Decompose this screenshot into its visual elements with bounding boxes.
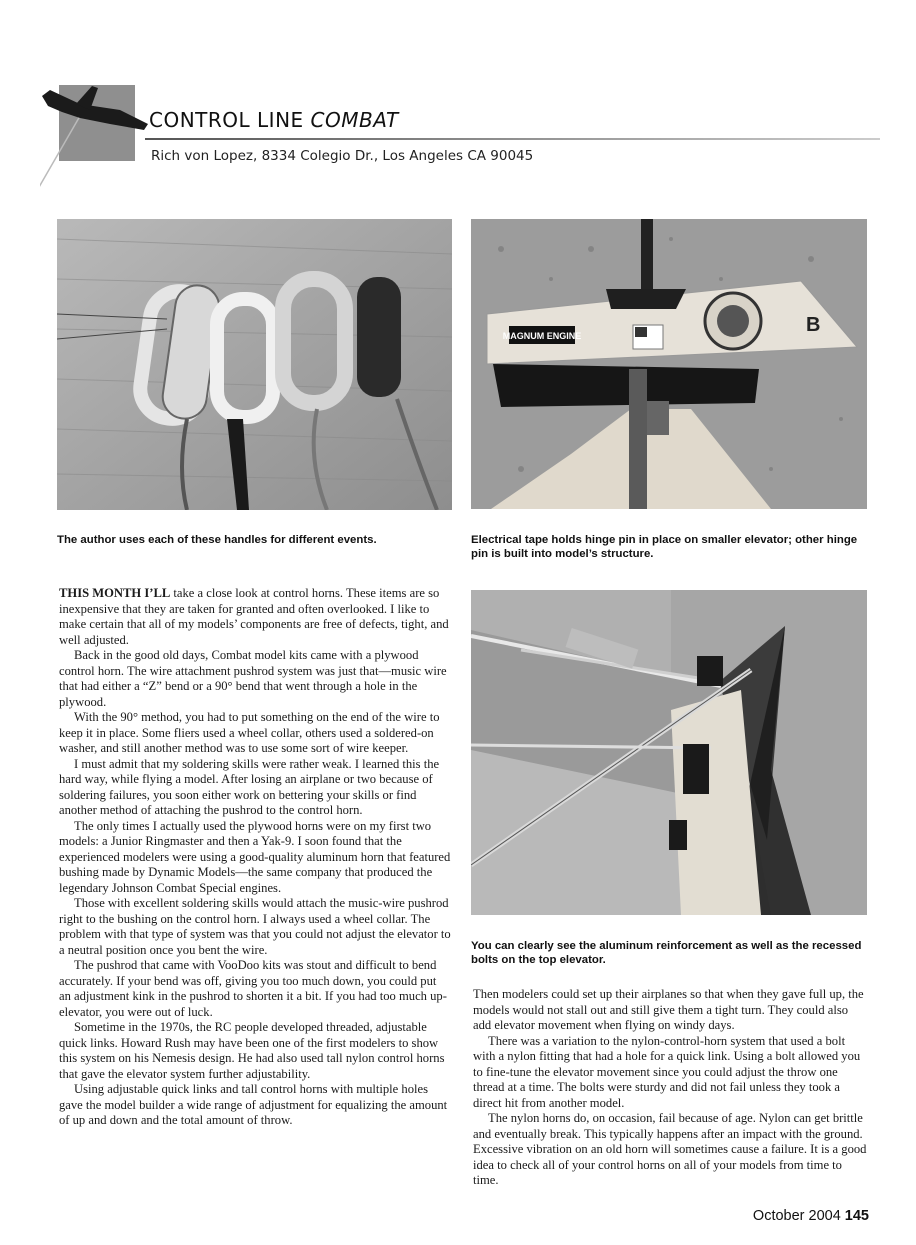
airplane-logo-icon: [40, 80, 160, 220]
paragraph: Sometime in the 1970s, the RC people developed threaded, adjustable quick links. Howard Rush may have been one of the first modelers to show this system on his Nemesis design. He had also used tall nylon control horns that gave the elevator system further adjustability.: [59, 1020, 445, 1081]
paragraph: Back in the good old days, Combat model kits came with a plywood control horn. The wire attachment pushrod system was just that—music wire that had either a “Z” bend or a 90° bend that went through a hole in the plywood.: [59, 648, 447, 709]
photo-control-handles: [57, 219, 452, 510]
paragraph: Those with excellent soldering skills would attach the music-wire pushrod right to the bushing on the control horn. I always used a wheel collar. The problem with that type of system was that you could not adjust the elevator to a neutral position once you bent the wire.: [59, 896, 451, 957]
photo-aluminum-reinforcement: [471, 590, 867, 915]
decal-magnum-engine: MAGNUM ENGINE: [502, 331, 582, 341]
photo-caption: You can clearly see the aluminum reinforcement as well as the recessed bolts on the top elevator.: [471, 940, 862, 966]
paragraph: Using adjustable quick links and tall control horns with multiple holes gave the model builder a wide range of adjustment for equalizing the amount of up and down and the total amount of throw.: [59, 1082, 448, 1127]
paragraph: I must admit that my soldering skills were rather weak. I learned this the hard way, while flying a model. After losing an airplane or two because of soldering failures, you soon either work on bettering your skills or find another method of attaching the pushrod to the control horn.: [59, 756, 440, 817]
photo-elevator-tail: [471, 219, 867, 509]
photo-caption: The author uses each of these handles for different events.: [57, 534, 377, 546]
paragraph: Then modelers could set up their airplanes so that when they gave full up, the models would not stall out and still give them a tight turn. They could also add elevator movement when flying on windy days.: [473, 987, 864, 1032]
author-byline: Rich von Lopez, 8334 Colegio Dr., Los Angeles CA 90045: [151, 148, 534, 164]
paragraph: THIS MONTH I’LL take a close look at control horns. These items are so inexpensive that they are taken for granted and often overlooked. I like to make certain that all of my models’ components are free of defects, tight, and well adjusted.: [59, 586, 449, 647]
decal-letter: B: [806, 314, 821, 336]
paragraph: There was a variation to the nylon-control-horn system that used a bolt with a nylon fitting that had a hole for a quick link. Using a bolt allowed you to fine-tune the elevator movement since you could adjust the throw one thread at a time. The bolts were sturdy and did not fail unless they took a direct hit from another model.: [473, 1033, 861, 1110]
header-rule: [145, 138, 880, 140]
paragraph: The nylon horns do, on occasion, fail because of age. Nylon can get brittle and eventually break. This typically happens after an impact with the ground. Excessive vibration on an old horn will sometimes cause a failure. It is a good idea to check all of your control horns on all of your models from time to time.: [473, 1111, 867, 1187]
page-footer: [753, 1208, 869, 1224]
column-title: CONTROL LINE COMBAT: [149, 108, 399, 132]
paragraph: With the 90° method, you had to put something on the end of the wire to keep it in place. Some fliers used a wheel collar, others used a soldered-on washer, and still another method was to use some sort of wire keeper.: [59, 710, 440, 755]
paragraph: The pushrod that came with VooDoo kits was stout and difficult to bend accurately. If your bend was off, giving you too much down, you could put an adjustment kink in the pushrod to shorten it a bit. If you had too much up-elevator, you were out of luck.: [59, 958, 447, 1019]
issue-date: October 2004: [752, 1208, 841, 1224]
article-column-left: [59, 586, 451, 1129]
photo-caption: Electrical tape holds hinge pin in place on smaller elevator; other hinge pin is built into model’s structure.: [471, 534, 858, 560]
article-column-right: [473, 987, 869, 1189]
page-number: 145: [844, 1208, 869, 1224]
paragraph: The only times I actually used the plywood horns were on my first two models: a Junior Ringmaster and then a Yak-9. I soon found that the experienced modelers were using a good-quality aluminum horn that featured bushing made by Dynamic Models—the same company that produced the legendary Johnson Combat Special engines.: [59, 818, 451, 895]
